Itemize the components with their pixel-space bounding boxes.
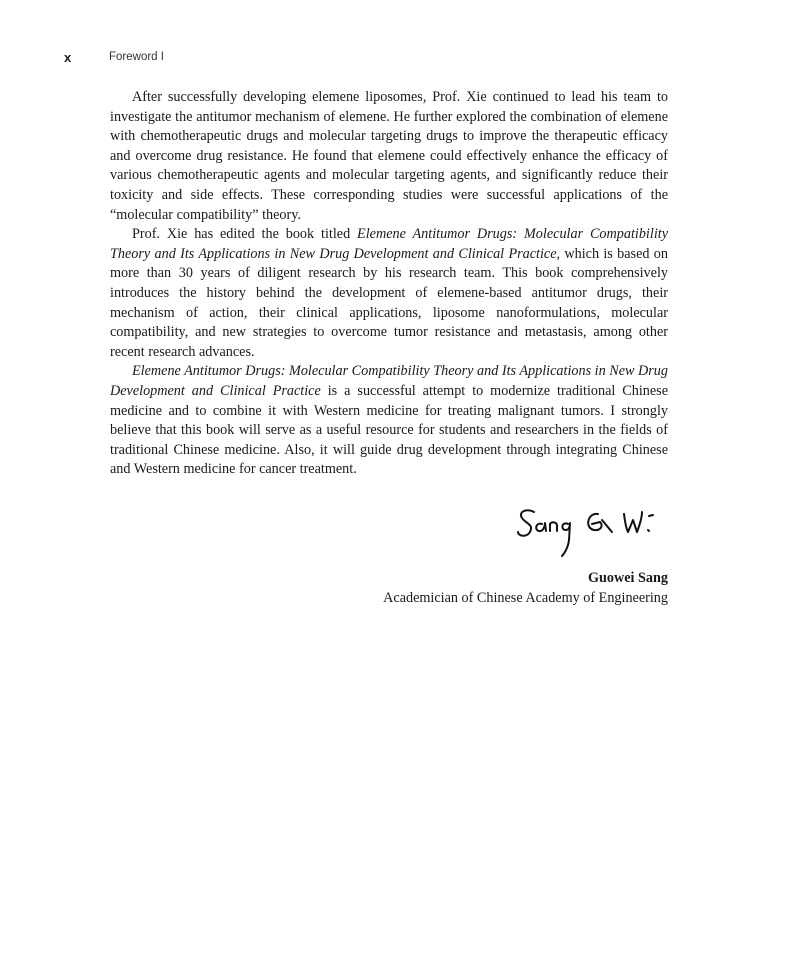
- page-header: [64, 50, 364, 70]
- paragraph-1: [110, 88, 668, 225]
- book-title-italic: Elemene Antitumor Drugs: Molecular Compatibility Theory and Its Applications in New Drug Development and Clinical Practice: [110, 226, 668, 262]
- paragraph-2: [110, 225, 668, 362]
- foreword-body: [110, 88, 668, 480]
- paragraph-2-text-a: Prof. Xie has edited the book titled: [132, 226, 358, 243]
- paragraph-3-text: is a successful attempt to modernize traditional Chinese medicine and to combine it with Western medicine for treating malignant tumors. I strongly believe that this book will serve as a useful resource for students and researchers in the fields of traditional Chinese medicine. Also, it will guide drug development through integrating Chinese and Western medicine for cancer treatment.: [110, 382, 668, 478]
- signer-block: [330, 568, 668, 608]
- handwritten-signature: [512, 500, 672, 562]
- paragraph-1-text: After successfully developing elemene liposomes, Prof. Xie continued to lead his team to investigate the antitumor mechanism of elemene. He further explored the combination of elemene with chemotherapeutic drugs and molecular targeting drugs to improve the therapeutic efficacy and overcome drug resistance. He found that elemene could effectively enhance the efficacy of various chemotherapeutic agents and molecular targeting agents, and significantly reduce their toxicity and side effects. These corresponding studies were successful applications of the “molecular compatibility” theory.: [110, 89, 668, 223]
- paragraph-2-text-b: , which is based on more than 30 years of diligent research by his research team. This book comprehensively introduces the history behind the development of elemene-based antitumor drugs, their mechanism of action, their clinical applications, liposome nanoformulations, molecular compatibility, and new strategies to overcome tumor resistance and metastasis, among other recent research advances.: [110, 245, 668, 360]
- paragraph-3: [110, 362, 668, 480]
- book-title-italic: Elemene Antitumor Drugs: Molecular Compatibility Theory and Its Applications in New Drug Development and Clinical Practice: [110, 363, 668, 399]
- signer-name: Guowei Sang: [587, 570, 668, 586]
- running-head: Foreword I: [109, 51, 164, 63]
- signer-title: Academician of Chinese Academy of Engineering: [383, 590, 668, 606]
- page-number: x: [64, 50, 72, 65]
